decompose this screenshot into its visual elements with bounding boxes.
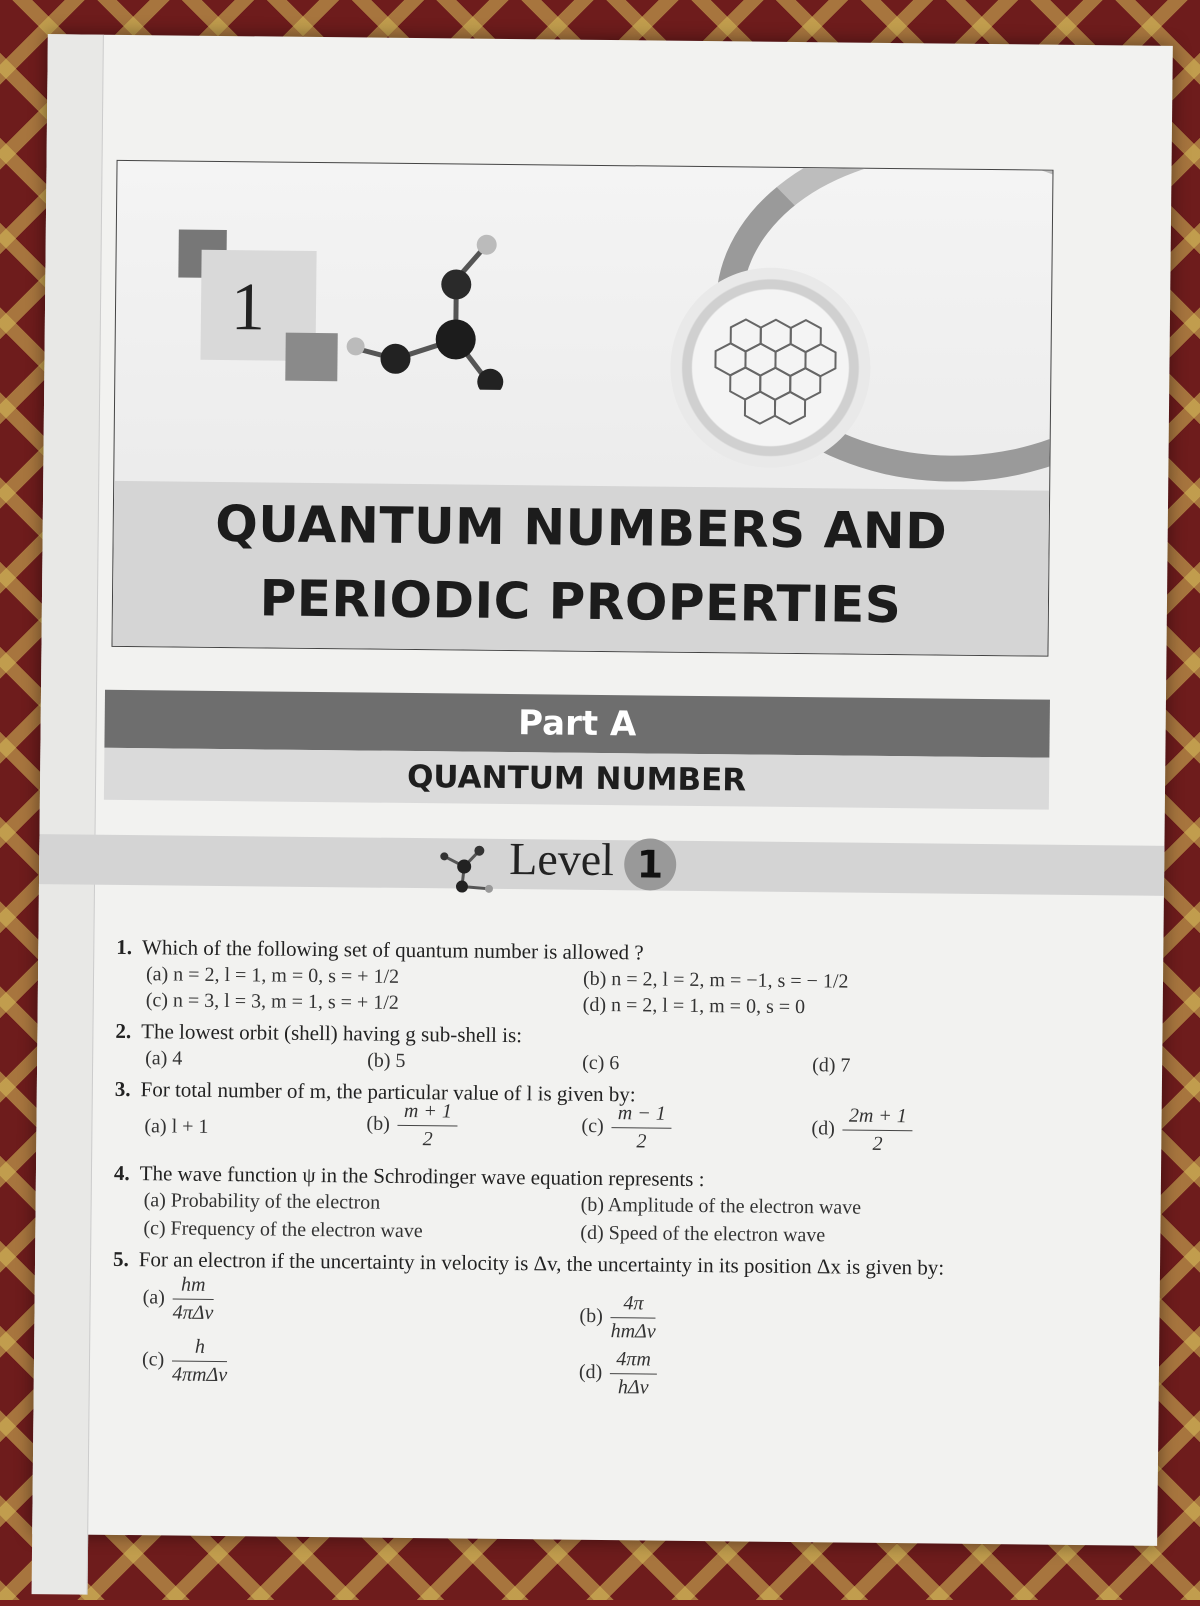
- question-number: 2.: [115, 1018, 132, 1044]
- chapter-banner: [111, 160, 1053, 657]
- q2-option-d: (d) 7: [812, 1054, 851, 1077]
- q3-option-c: [581, 1102, 672, 1154]
- q1-option-c: (c) n = 3, l = 3, m = 1, s = + 1/2: [145, 989, 399, 1014]
- q3-option-a: (a) l + 1: [144, 1115, 209, 1138]
- level-heading: [509, 832, 676, 891]
- fraction: [398, 1100, 458, 1152]
- numerator: 4πm: [610, 1348, 657, 1374]
- q5-option-b: [579, 1292, 656, 1344]
- question-4: [114, 1161, 705, 1192]
- q5-option-c: [142, 1335, 228, 1387]
- fraction: [611, 1292, 657, 1343]
- q5-option-a: [142, 1273, 213, 1325]
- denominator: hΔv: [617, 1376, 649, 1399]
- question-text: Which of the following set of quantum number is allowed ?: [141, 935, 644, 965]
- fraction: [611, 1102, 671, 1154]
- chapter-title: [113, 486, 1049, 644]
- fraction: [610, 1348, 657, 1399]
- question-text: The wave function ψ in the Schrodinger wave equation represents :: [139, 1161, 705, 1192]
- question-2: [115, 1019, 522, 1048]
- denominator: 4πmΔv: [171, 1363, 228, 1387]
- q4-option-d: (d) Speed of the electron wave: [580, 1221, 826, 1247]
- graphene-lens-image: [669, 267, 871, 469]
- q2-option-b: (b) 5: [367, 1049, 406, 1072]
- q5-option-d: [579, 1348, 657, 1400]
- q2-option-c: (c) 6: [582, 1051, 620, 1075]
- numerator: hm: [173, 1274, 214, 1300]
- chapter-title-line2: PERIODIC PROPERTIES: [259, 569, 902, 635]
- fraction: [172, 1336, 228, 1388]
- numerator: 2m + 1: [843, 1105, 913, 1132]
- numerator: h: [172, 1336, 227, 1363]
- q1-option-a: (a) n = 2, l = 1, m = 0, s = + 1/2: [145, 963, 400, 988]
- chapter-number: 1: [230, 268, 266, 345]
- fraction: [843, 1105, 913, 1157]
- question-number: 4.: [113, 1160, 130, 1186]
- q1-option-d: (d) n = 2, l = 1, m = 0, s = 0: [582, 993, 806, 1019]
- question-text: The lowest orbit (shell) having g sub-shell is:: [141, 1019, 523, 1048]
- q4-option-b: (b) Amplitude of the electron wave: [580, 1193, 862, 1219]
- fraction: [173, 1274, 214, 1325]
- option-label: (d): [811, 1117, 835, 1140]
- option-label: (c): [581, 1114, 604, 1138]
- part-heading: Part A: [104, 690, 1050, 758]
- question-5: [113, 1247, 944, 1281]
- book-page: [32, 34, 1173, 1546]
- option-label: (b): [579, 1304, 603, 1328]
- question-text: For total number of m, the particular value of l is given by:: [140, 1077, 636, 1107]
- q4-option-a: (a) Probability of the electron: [143, 1189, 381, 1214]
- molecule-icon: [325, 208, 547, 395]
- q3-option-b: [366, 1100, 458, 1152]
- level-number-badge: 1: [624, 839, 677, 892]
- q1-option-b: (b) n = 2, l = 2, m = −1, s = − 1/2: [582, 967, 849, 993]
- question-text: For an electron if the uncertainty in velocity is Δv, the uncertainty in its position Δx is given by:: [138, 1247, 945, 1280]
- numerator: m + 1: [398, 1100, 458, 1127]
- option-label: (b): [366, 1112, 390, 1135]
- option-label: (c): [141, 1348, 165, 1371]
- part-subtitle: QUANTUM NUMBER: [104, 748, 1049, 810]
- question-number: 5.: [112, 1246, 129, 1272]
- level-label: Level: [509, 833, 615, 886]
- numerator: 4π: [611, 1292, 656, 1318]
- denominator: 2: [636, 1130, 647, 1153]
- denominator: 2: [422, 1128, 433, 1151]
- question-1: [116, 935, 644, 966]
- option-label: (d): [578, 1360, 603, 1384]
- level-molecule-icon: [434, 838, 505, 904]
- numerator: m − 1: [612, 1102, 672, 1129]
- q2-option-a: (a) 4: [145, 1047, 183, 1070]
- question-number: 1.: [116, 934, 133, 960]
- denominator: hmΔv: [610, 1320, 656, 1343]
- option-label: (a): [142, 1286, 165, 1309]
- denominator: 2: [872, 1132, 883, 1155]
- question-number: 3.: [114, 1076, 131, 1102]
- chapter-title-line1: QUANTUM NUMBERS AND: [214, 494, 948, 561]
- q3-option-d: [811, 1104, 913, 1156]
- denominator: 4πΔv: [172, 1301, 214, 1324]
- q4-option-c: (c) Frequency of the electron wave: [143, 1217, 423, 1243]
